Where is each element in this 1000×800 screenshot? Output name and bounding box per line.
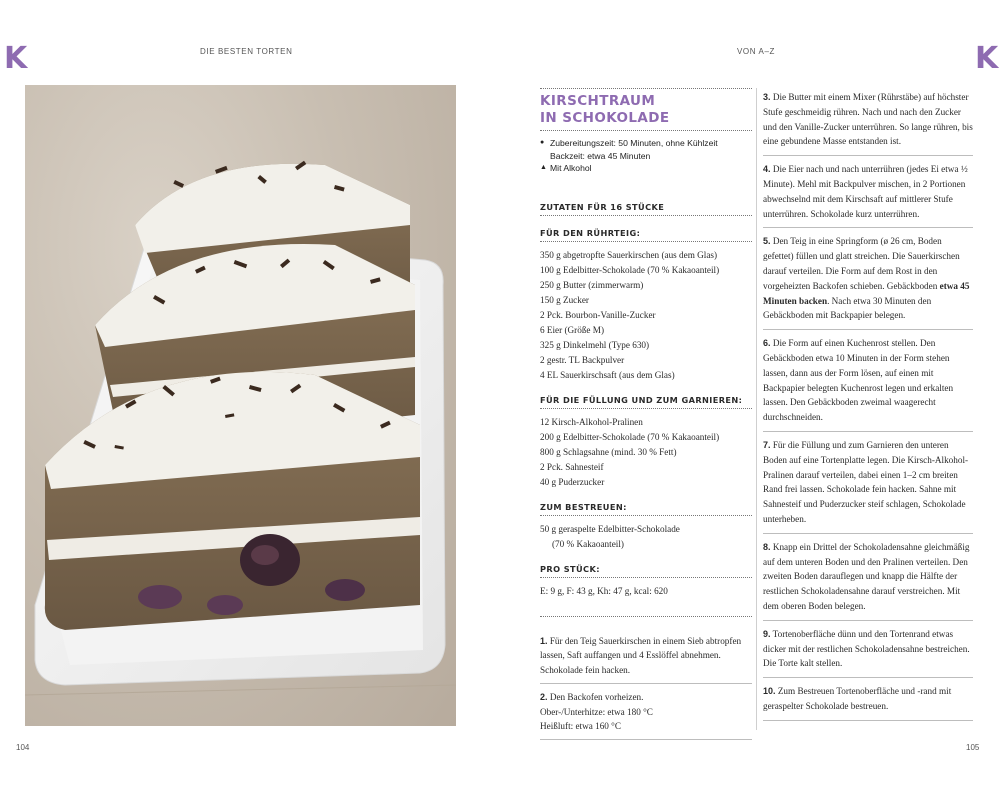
recipe-meta [540,137,752,175]
step-number: 3. [763,92,771,102]
page-number-left: 104 [16,743,30,752]
ingredient-item: 350 g abgetropfte Sauerkirschen (aus dem Glas) [540,249,718,260]
step-2 [540,684,752,740]
page-number-right: 105 [966,743,980,752]
step-number: 5. [763,236,771,247]
step-4 [763,156,973,228]
ingredient-list-filling [540,415,752,490]
nutrition-values: E: 9 g, F: 43 g, Kh: 47 g, kcal: 620 [540,585,668,596]
ingredient-item: 150 g Zucker [540,294,589,305]
ingredient-item: 12 Kirsch-Alkohol-Pralinen [540,416,643,427]
step-3 [763,88,973,156]
step-text-bold: etwa 45 Minuten backen [763,280,970,306]
step-text: Die Butter mit einem Mixer (Rührstäbe) auf höchster Stufe geschmeidig rühren. Nach und nach den Zucker und den Vanille-Zucker unterrühren. So lange rühren, bis eine gebundene Masse entstanden ist. [763,92,973,147]
step-9 [763,621,973,678]
ingredient-item: 2 Pck. Sahnesteif [540,461,604,472]
nutrition-heading: PRO STÜCK: [540,564,752,578]
ingredient-item: 50 g geraspelte Edelbitter-Schokolade [540,523,680,534]
ingredient-item: (70 % Kakaoanteil) [552,538,624,549]
ingredient-item: 6 Eier (Größe M) [540,324,605,335]
step-text: Knapp ein Drittel der Schokoladensahne gleichmäßig auf dem unteren Boden und den Pralinen verteilen. Den zweiten Boden darauflegen und knapp die Hälfte der restlichen Schokoladensahne darauf verstreichen. Mit dem oberen Boden belegen. [763,541,970,611]
ingredient-item: 100 g Edelbitter-Schokolade (70 % Kakaoanteil) [540,264,720,275]
step-number: 2. [540,691,548,702]
recipe-ingredients-column [540,88,752,740]
step-text: Für den Teig Sauerkirschen in einem Sieb abtropfen lassen, Saft auffangen und 4 Esslöffel abnehmen. Schokolade fein hacken. [540,635,742,676]
step-number: 8. [763,541,771,552]
step-text: Ober-/Unterhitze: etwa 180 °C [540,706,653,717]
ingredient-list-topping [540,522,752,552]
ingredient-item: 2 gestr. TL Backpulver [540,354,625,365]
ingredient-list-dough [540,248,752,383]
ingredient-item: 200 g Edelbitter-Schokolade (70 % Kakaoanteil) [540,431,720,442]
alcohol-icon: ▲ [540,164,547,171]
running-head-left: DIE BESTEN TORTEN [200,47,293,56]
step-text: Den Backofen vorheizen. [549,691,644,702]
step-5 [763,228,973,330]
ingredient-item: 325 g Dinkelmehl (Type 630) [540,339,650,350]
step-1 [540,631,752,684]
ingredient-item: 2 Pck. Bourbon-Vanille-Zucker [540,309,656,320]
step-text: . Nach etwa 30 Minuten den Gebäckboden mit Backpapier belegen. [763,295,932,321]
section-heading-topping: ZUM BESTREUEN: [540,502,752,516]
step-7 [763,432,973,534]
bake-time: Backzeit: etwa 45 Minuten [550,150,651,161]
column-divider [756,88,757,730]
ingredient-item: 800 g Schlagsahne (mind. 30 % Fett) [540,446,677,457]
cake-photo [25,85,456,726]
ingredient-item: 40 g Puderzucker [540,476,605,487]
step-6 [763,330,973,432]
step-text: Zum Bestreuen Tortenoberfläche und -rand mit geraspelter Schokolade bestreuen. [763,686,952,711]
chapter-letter-left: K [4,41,28,76]
running-head-right: VON A–Z [737,47,775,56]
step-number: 1. [540,635,548,646]
step-number: 6. [763,338,771,349]
cake-illustration [25,85,456,726]
step-8 [763,534,973,621]
step-text: Die Form auf einen Kuchenrost stellen. Den Gebäckboden etwa 10 Minuten in der Form stehen lassen, dann aus der Form lösen, auf einen mit Backpapier belegten Kuchenrost legen und erkalten lassen. Den Gebäckboden zweimal waagerecht durchschneiden. [763,338,954,423]
ingredients-heading: ZUTATEN FÜR 16 STÜCKE [540,202,752,216]
divider [540,616,752,617]
alcohol-note: Mit Alkohol [550,163,592,173]
recipe-steps-column [763,88,973,721]
steps-left [540,631,752,741]
step-number: 9. [763,628,771,639]
step-number: 10. [763,686,776,697]
step-text: Die Eier nach und nach unterrühren (jedes Ei etwa ½ Minute). Mehl mit Backpulver mischen, in 2 Portionen abwechselnd mit dem Kirschsaft auf mittlerer Stufe unterrühren. Schokolade kurz unterrühren. [763,164,968,219]
ingredient-item: 4 EL Sauerkirschsaft (aus dem Glas) [540,369,675,380]
chapter-letter-right: K [975,41,999,76]
recipe-title-line1: KIRSCHTRAUM [540,93,656,109]
step-text: Tortenoberfläche dünn und den Tortenrand etwas dicker mit der restlichen Schokoladensahne bestreichen. Die Torte kalt stellen. [763,628,970,669]
step-text: Heißluft: etwa 160 °C [540,721,621,732]
section-heading-dough: FÜR DEN RÜHRTEIG: [540,228,752,242]
step-text: Für die Füllung und zum Garnieren den unteren Boden auf eine Tortenplatte legen. Die Kirsch-Alkohol-Pralinen darauf verteilen, dabei einen 1–2 cm breiten Rand frei lassen. Schokolade fein hacken. Sahne mit Sahnesteif und Puderzucker steif schlagen, Schokolade unterheben. [763,439,969,524]
step-number: 7. [763,439,771,450]
prep-time: Zubereitungszeit: 50 Minuten, ohne Kühlzeit [550,138,718,148]
step-number: 4. [763,164,771,175]
recipe-title-line2: IN SCHOKOLADE [540,110,670,126]
step-10 [763,678,973,721]
section-heading-filling: FÜR DIE FÜLLUNG UND ZUM GARNIEREN: [540,395,752,409]
clock-icon: ● [540,139,545,146]
ingredient-item: 250 g Butter (zimmerwarm) [540,279,644,290]
recipe-title-block [540,88,752,131]
step-text: Den Teig in eine Springform (ø 26 cm, Boden gefettet) füllen und glatt streichen. Die Sauerkirschen darauf verteilen. Die Form auf dem Rost in den vorgeheizten Backofen schieben. Gebäckboden [763,236,960,291]
